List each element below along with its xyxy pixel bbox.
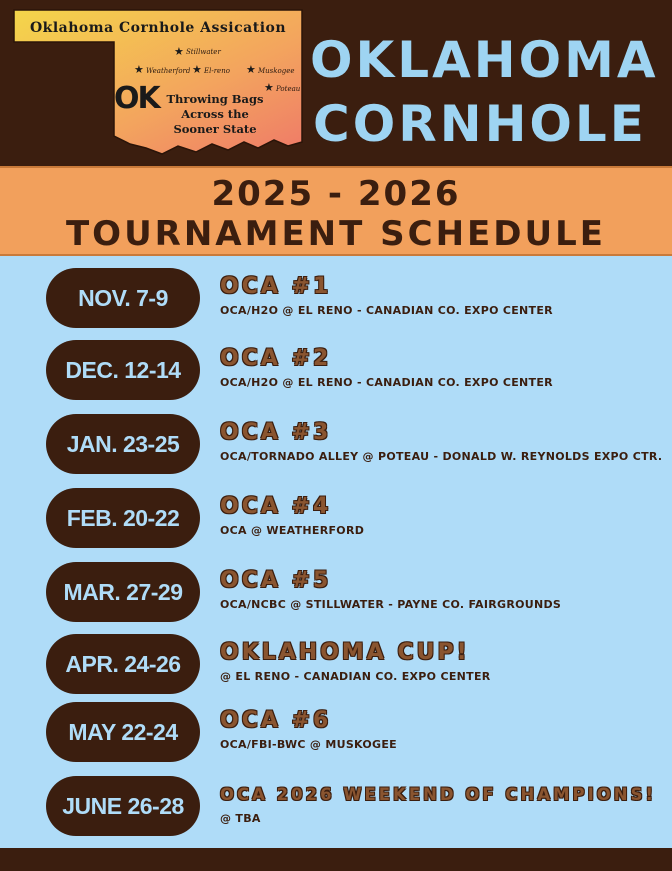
event-date-pill: MAY 22-24: [46, 702, 200, 762]
event-location: OCA/H2O @ EL RENO - CANADIAN CO. EXPO CENTER: [220, 304, 553, 317]
event-row: [0, 340, 672, 400]
tagline-line: Throwing Bags: [166, 92, 264, 106]
event-row: [0, 488, 672, 548]
star-icon: ★: [192, 63, 202, 76]
event-row: [0, 634, 672, 694]
event-date-pill: NOV. 7-9: [46, 268, 200, 328]
event-row: [0, 268, 672, 328]
event-name: OCA #3: [220, 420, 332, 445]
event-name: OCA #2: [220, 346, 332, 371]
tagline: [160, 92, 270, 137]
association-name: Oklahoma Cornhole Assication: [29, 20, 287, 36]
event-row: [0, 414, 672, 474]
event-name: OCA #5: [220, 568, 332, 593]
event-date-pill: JAN. 23-25: [46, 414, 200, 474]
event-location: OCA @ WEATHERFORD: [220, 524, 365, 537]
page-title: [310, 28, 659, 156]
ok-logo: OK: [114, 81, 159, 116]
event-name: OCA #4: [220, 494, 332, 519]
title-line-cornhole: CORNHOLE: [313, 95, 647, 153]
season-years: 2025 - 2026: [211, 174, 461, 214]
star-icon: ★: [174, 45, 184, 58]
schedule-banner: [0, 166, 672, 256]
city-label-weatherford: Weatherford: [146, 67, 191, 75]
event-row: [0, 702, 672, 762]
city-label-poteau: Poteau: [276, 85, 301, 93]
star-icon: ★: [134, 63, 144, 76]
event-location: @ TBA: [220, 812, 261, 825]
event-date-pill: APR. 24-26: [46, 634, 200, 694]
event-location: OCA/NCBC @ STILLWATER - PAYNE CO. FAIRGROUNDS: [220, 598, 562, 611]
star-icon: ★: [246, 63, 256, 76]
event-date-pill: MAR. 27-29: [46, 562, 200, 622]
schedule-heading: TOURNAMENT SCHEDULE: [65, 214, 607, 254]
event-date-pill: FEB. 20-22: [46, 488, 200, 548]
event-date-pill: DEC. 12-14: [46, 340, 200, 400]
header: [0, 0, 672, 166]
event-name: OCA #6: [220, 708, 332, 733]
event-name: OCA #1: [220, 274, 332, 299]
event-name: OCA 2026 WEEKEND OF CHAMPIONS!: [220, 785, 656, 804]
event-row: [0, 776, 672, 836]
tagline-line: Sooner State: [173, 122, 257, 136]
tagline-line: Across the: [181, 107, 249, 121]
event-row: [0, 562, 672, 622]
oklahoma-map-logo: [6, 8, 306, 163]
event-name: OKLAHOMA CUP!: [220, 640, 470, 665]
event-date-pill: JUNE 26-28: [46, 776, 200, 836]
city-label-stillwater: Stillwater: [186, 48, 221, 56]
event-location: OCA/H2O @ EL RENO - CANADIAN CO. EXPO CENTER: [220, 376, 553, 389]
schedule-list: [0, 256, 672, 848]
event-location: OCA/FBI-BWC @ MUSKOGEE: [220, 738, 397, 751]
title-line-oklahoma: OKLAHOMA: [310, 31, 659, 89]
footer-bar: [0, 848, 672, 871]
event-location: OCA/TORNADO ALLEY @ POTEAU - DONALD W. REYNOLDS EXPO CTR.: [220, 450, 663, 463]
city-label-muskogee: Muskogee: [258, 67, 295, 75]
event-location: @ EL RENO - CANADIAN CO. EXPO CENTER: [220, 670, 491, 683]
star-icon: ★: [264, 81, 274, 94]
city-label-el-reno: El-reno: [204, 67, 230, 75]
